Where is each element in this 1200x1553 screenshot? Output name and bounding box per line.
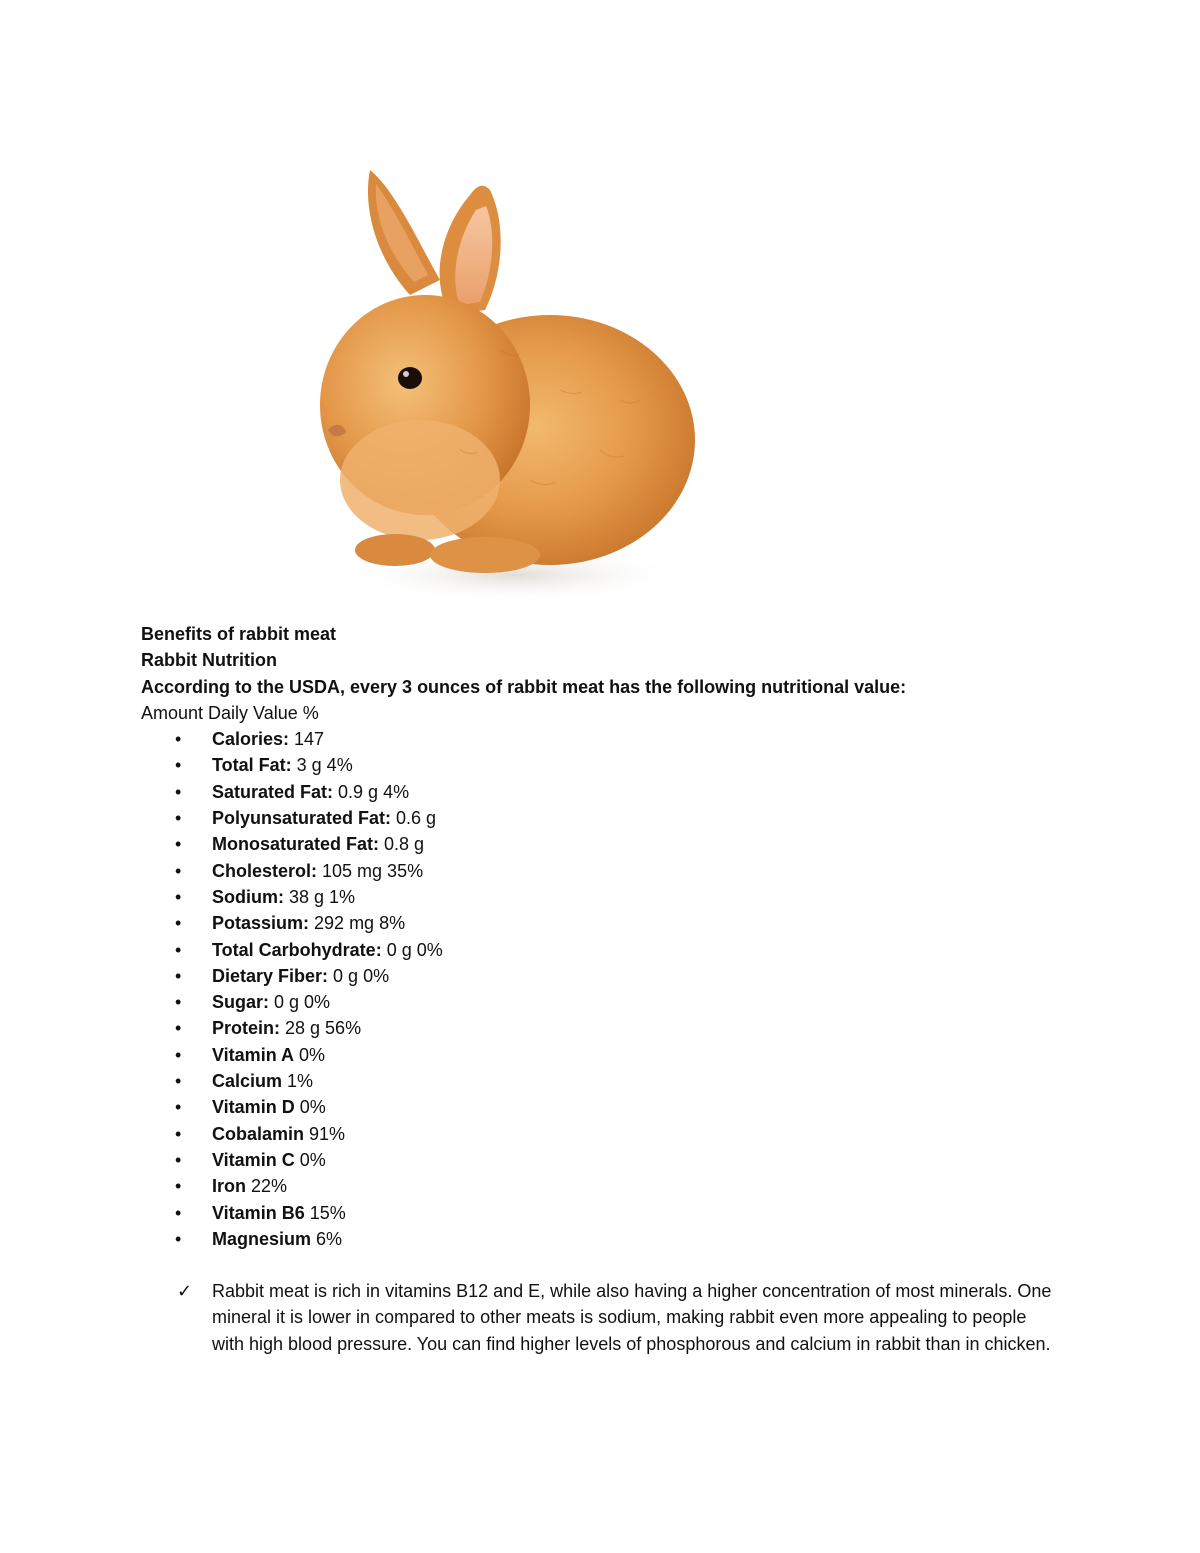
note-text: Rabbit meat is rich in vitamins B12 and E, while also having a higher concentration of most minerals. One mineral it is lower in compared to other meats is sodium, making rabbit even more appealing to people with high blood pressure. You can find higher levels of phosphorous and calcium in rabbit than in chicken. <box>212 1281 1052 1354</box>
nutrient-value: 0% <box>294 1097 326 1118</box>
list-item <box>141 1200 1061 1226</box>
list-item <box>141 1147 1061 1173</box>
bullet-icon: • <box>175 1123 182 1144</box>
document-body <box>141 621 1061 1357</box>
list-item <box>141 752 1061 778</box>
nutrient-value: 15% <box>304 1202 346 1223</box>
nutrient-value: 22% <box>246 1176 288 1197</box>
list-item <box>141 989 1061 1015</box>
list-item <box>141 726 1061 752</box>
bullet-icon: • <box>175 729 182 750</box>
nutrient-label: Protein: <box>212 1018 281 1039</box>
bullet-icon: • <box>175 834 182 855</box>
list-item <box>141 1068 1061 1094</box>
table-header: Amount Daily Value % <box>141 702 319 723</box>
bullet-icon: • <box>175 965 182 986</box>
nutrient-label: Dietary Fiber: <box>212 965 329 986</box>
intro-text: According to the USDA, every 3 ounces of rabbit meat has the following nutritional value: <box>141 676 907 697</box>
nutrient-value: 0 g 0% <box>269 992 331 1013</box>
nutrient-label: Total Carbohydrate: <box>212 939 382 960</box>
list-item <box>141 1094 1061 1120</box>
nutrient-label: Vitamin C <box>212 1149 295 1170</box>
nutrient-label: Magnesium <box>212 1228 312 1249</box>
nutrient-value: 3 g 4% <box>291 755 353 776</box>
nutrient-value: 1% <box>282 1071 314 1092</box>
list-item <box>141 1042 1061 1068</box>
nutrient-list <box>141 726 1061 1252</box>
rabbit-photo <box>300 150 720 615</box>
bullet-icon: • <box>175 1097 182 1118</box>
nutrient-label: Sugar: <box>212 992 270 1013</box>
list-item <box>141 858 1061 884</box>
nutrient-value: 6% <box>311 1228 343 1249</box>
list-item <box>141 937 1061 963</box>
nutrient-label: Vitamin A <box>212 1044 295 1065</box>
nutrient-label: Saturated Fat: <box>212 781 334 802</box>
bullet-icon: • <box>175 1202 182 1223</box>
bullet-icon: • <box>175 992 182 1013</box>
nutrient-value: 28 g 56% <box>280 1018 362 1039</box>
nutrient-value: 0 g 0% <box>328 965 390 986</box>
list-item <box>141 831 1061 857</box>
list-item <box>141 910 1061 936</box>
nutrient-value: 105 mg 35% <box>317 860 424 881</box>
bullet-icon: • <box>175 886 182 907</box>
bullet-icon: • <box>175 755 182 776</box>
nutrient-value: 91% <box>304 1123 346 1144</box>
nutrient-label: Total Fat: <box>212 755 292 776</box>
nutrient-label: Cholesterol: <box>212 860 318 881</box>
bullet-icon: • <box>175 1018 182 1039</box>
document-title: Benefits of rabbit meat <box>141 624 337 644</box>
bullet-icon: • <box>175 1071 182 1092</box>
list-item <box>141 884 1061 910</box>
nutrient-value: 147 <box>289 729 325 750</box>
checkmark-icon: ✓ <box>177 1281 193 1302</box>
list-item <box>141 1226 1061 1252</box>
nutrient-value: 0.6 g <box>391 808 437 829</box>
nutrient-label: Calcium <box>212 1071 283 1092</box>
nutrient-label: Polyunsaturated Fat: <box>212 808 392 829</box>
list-item <box>141 1121 1061 1147</box>
bullet-icon: • <box>175 1176 182 1197</box>
nutrient-label: Sodium: <box>212 886 284 907</box>
benefit-note <box>141 1278 1052 1357</box>
nutrient-label: Vitamin B6 <box>212 1202 305 1223</box>
nutrient-value: 0.8 g <box>379 834 425 855</box>
nutrient-value: 0.9 g 4% <box>333 781 410 802</box>
nutrient-value: 38 g 1% <box>284 886 356 907</box>
bullet-icon: • <box>175 913 182 934</box>
bullet-icon: • <box>175 781 182 802</box>
nutrient-value: 0% <box>294 1044 326 1065</box>
bullet-icon: • <box>175 1149 182 1170</box>
list-item <box>141 779 1061 805</box>
list-item <box>141 1015 1061 1041</box>
bullet-icon: • <box>175 808 182 829</box>
list-item <box>141 1173 1061 1199</box>
nutrient-label: Iron <box>212 1176 246 1197</box>
nutrient-value: 292 mg 8% <box>309 913 406 934</box>
bullet-icon: • <box>175 1044 182 1065</box>
nutrient-label: Potassium: <box>212 913 310 934</box>
nutrient-label: Calories: <box>212 729 290 750</box>
list-item <box>141 805 1061 831</box>
nutrient-label: Vitamin D <box>212 1097 295 1118</box>
nutrient-label: Cobalamin <box>212 1123 305 1144</box>
nutrient-value: 0% <box>294 1149 326 1170</box>
section-heading: Rabbit Nutrition <box>141 650 277 671</box>
bullet-icon: • <box>175 939 182 960</box>
bullet-icon: • <box>175 1228 182 1249</box>
nutrient-value: 0 g 0% <box>381 939 443 960</box>
bullet-icon: • <box>175 860 182 881</box>
list-item <box>141 963 1061 989</box>
nutrient-label: Monosaturated Fat: <box>212 834 380 855</box>
